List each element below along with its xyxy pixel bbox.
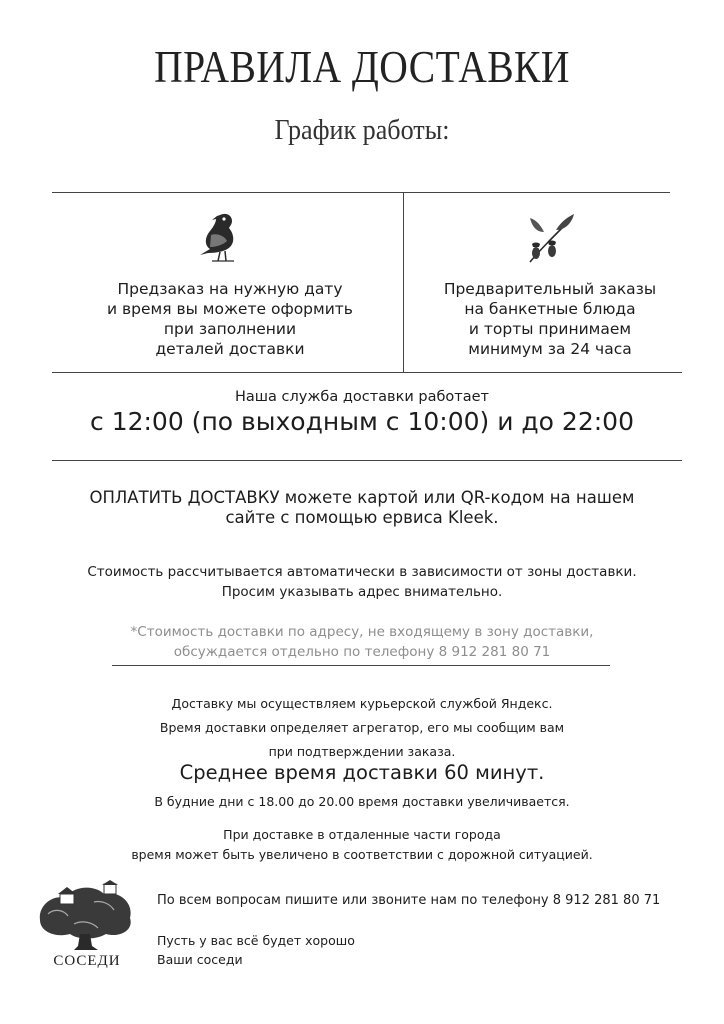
left-column-text: Предзаказ на нужную дату и время вы можете оформить при заполнении деталей доставки [107,280,353,358]
bird-icon [196,209,246,263]
hours-schedule: с 12:00 (по выходным с 10:00) и до 22:00 [90,407,634,436]
divider-hours [52,460,682,461]
divider-columns-bottom [52,372,682,373]
hours-intro: Наша служба доставки работает [234,389,489,405]
contact-info: По всем вопросам пишите или звоните нам по телефону 8 912 281 80 71 [157,893,661,908]
cost-note: *Стоимость доставки по адресу, не входящему в зону доставки, обсуждается отдельно по телефону 8 912 281 80 71 [130,624,594,660]
divider-top [52,192,670,193]
closing-wish: Пусть у вас всё будет хорошо Ваши соседи [157,933,355,967]
page-title: ПРАВИЛА ДОСТАВКИ [154,41,570,92]
divider-columns [403,192,404,372]
remote-areas-info: При доставке в отдаленные части города время может быть увеличено в соответствии с дорожной ситуацией. [131,827,593,862]
divider-note [112,665,610,666]
tree-house-icon [34,880,138,952]
logo-text: СОСЕДИ [53,953,121,969]
acorn-branch-icon [522,212,576,266]
payment-info: ОПЛАТИТЬ ДОСТАВКУ можете картой или QR-кодом на нашем сайте с помощью ервиса Kleek. [89,488,635,527]
cost-info: Стоимость рассчитывается автоматически в зависимости от зоны доставки. Просим указывать адрес внимательно. [87,564,637,600]
courier-info: Доставку мы осуществляем курьерской службой Яндекс. Время доставки определяет агрегатор, его мы сообщим вам при подтверждении заказа. [159,696,565,759]
average-delivery-time: Среднее время доставки 60 минут. [179,761,545,784]
right-column-text: Предварительный заказы на банкетные блюда и торты принимаем минимум за 24 часа [443,280,657,358]
weekday-delay: В будние дни с 18.00 до 20.00 время доставки увеличивается. [154,794,570,809]
page-subtitle: График работы: [274,114,450,146]
